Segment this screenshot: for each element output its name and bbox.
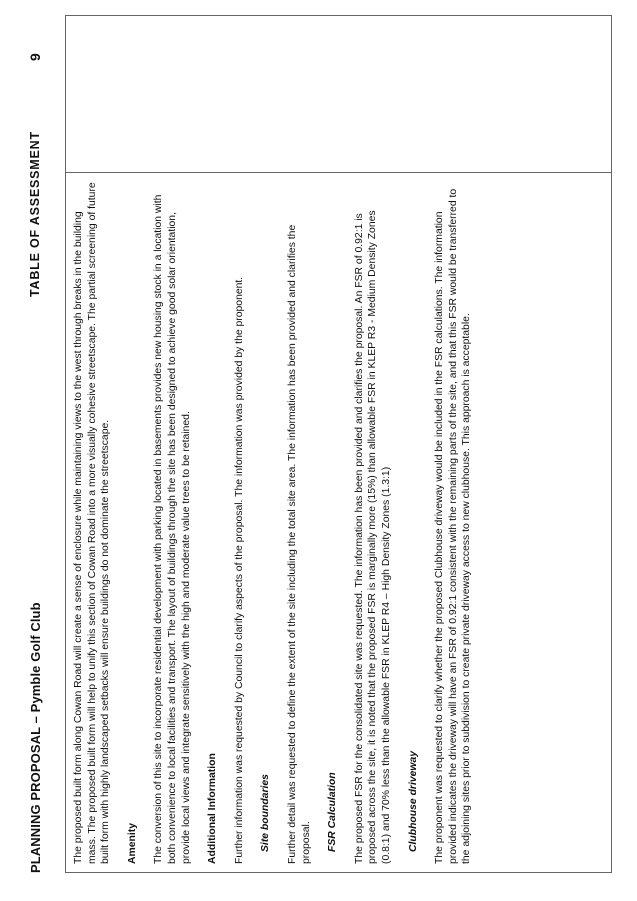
page-header xyxy=(28,0,50,901)
assessment-table xyxy=(65,15,612,873)
additional-information-paragraph: Further information was requested by Council to clarify aspects of the proposal. The information was provided by the proponent. xyxy=(233,276,245,864)
section-title: TABLE OF ASSESSMENT xyxy=(28,131,42,297)
clubhouse-driveway-heading: Clubhouse driveway xyxy=(407,750,419,852)
fsr-calculation-heading: FSR Calculation xyxy=(327,772,339,852)
comments-column xyxy=(66,16,611,172)
intro-paragraph: The proposed built form along Cowan Road will create a sense of enclosure while maintaining views to the west through breaks in the building mass. The proposed built form will help to unify this section of Cowan Road into a more visually cohesive streetscape. The partial screening of future built form with highly landscaped setbacks will ensure buildings do not dominate the streetscape. xyxy=(73,182,112,864)
site-boundaries-heading: Site boundaries xyxy=(260,774,272,852)
assessment-column xyxy=(66,172,611,872)
document-title: PLANNING PROPOSAL – Pymble Golf Club xyxy=(28,602,43,873)
amenity-paragraph: The conversion of this site to incorporate residential development with parking located in basements provides new housing stock in a location with both convenience to local facilities and transport. The layout of buildings through the site has been designed to achieve good solar orientation, provide local views and integrate sensitively with the high and moderate value trees to be retained. xyxy=(153,194,192,864)
fsr-calculation-paragraph: The proposed FSR for the consolidated site was requested. The information has been provided and clarifies the proposal. An FSR of 0.92:1 is proposed across the site, it is noted that the proposed FSR is marginally more (15%) than allowable FSR in KLEP R3 - Medium Density Zones (0.8:1) and 70% less than the allowable FSR in KLEP R4 – High Density Zones (1.3:1) xyxy=(353,210,392,864)
amenity-heading: Amenity xyxy=(126,823,138,864)
clubhouse-driveway-paragraph: The proponent was requested to clarify whether the proposed Clubhouse driveway would be included in the FSR calculations. The information provided indicates the driveway will have an FSR of 0.92:1 consistent with the remaining parts of the site, and that this FSR would be transferred to the adjoining sites prior to subdivision to create private driveway access to new clubhouse. This approach is acceptable. xyxy=(434,188,473,864)
site-boundaries-paragraph: Further detail was requested to define the extent of the site including the total site area. The information has been provided and clarifies the proposal. xyxy=(286,224,312,864)
additional-information-heading: Additional Information xyxy=(207,753,219,864)
page-number: 9 xyxy=(27,53,43,61)
